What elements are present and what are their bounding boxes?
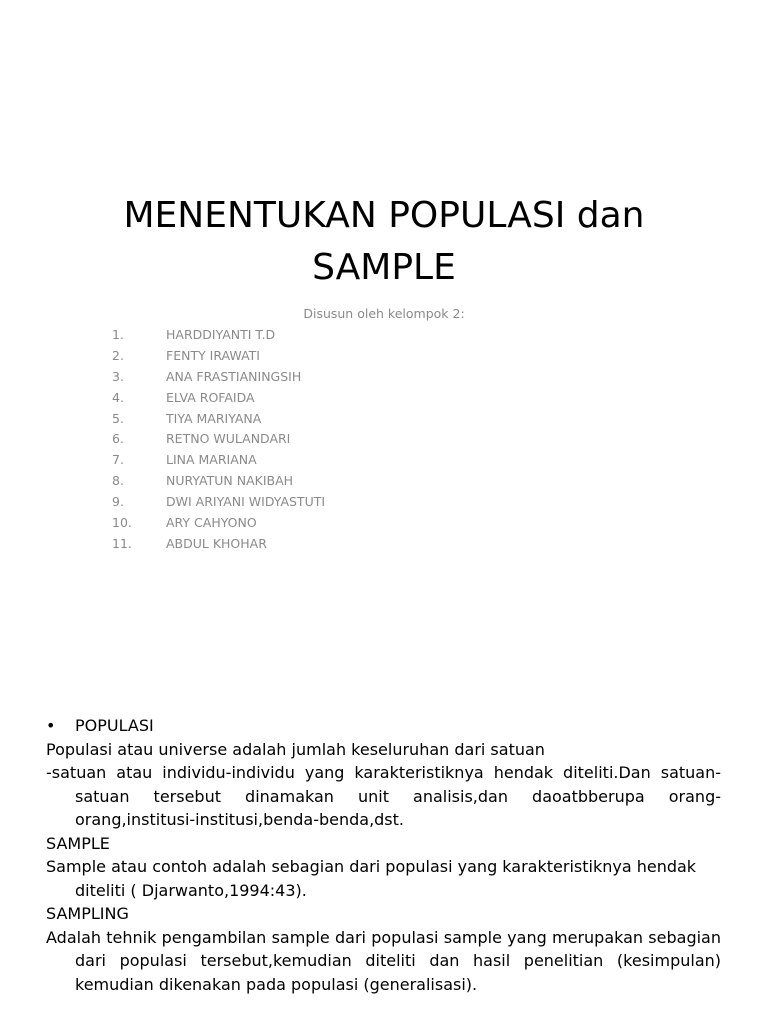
populasi-definition-line2: -satuan atau individu-individu yang karakteristiknya hendak diteliti.Dan satuan-satuan tersebut dinamakan unit analisis,dan daoatbberupa orang-orang,institusi-institusi,benda-benda,dst. <box>46 763 721 829</box>
member-name: ARY CAHYONO <box>166 515 257 531</box>
member-item <box>112 346 325 367</box>
member-number: 5. <box>112 410 124 426</box>
slide-subtitle: Disusun oleh kelompok 2: <box>303 306 465 321</box>
member-name: ELVA ROFAIDA <box>166 389 255 405</box>
member-item <box>112 388 325 409</box>
member-item <box>112 471 325 492</box>
member-name: TIYA MARIYANA <box>166 410 262 426</box>
slide-body <box>46 714 721 996</box>
slide-title: MENENTUKAN POPULASI dan SAMPLE <box>123 195 645 288</box>
member-name: LINA MARIANA <box>166 452 257 468</box>
member-item <box>112 492 325 513</box>
member-item <box>112 409 325 430</box>
member-name: RETNO WULANDARI <box>166 431 291 447</box>
member-name: ABDUL KHOHAR <box>166 535 267 551</box>
member-name: DWI ARIYANI WIDYASTUTI <box>166 494 326 510</box>
member-item <box>112 450 325 471</box>
member-number: 2. <box>112 347 124 363</box>
member-name: ANA FRASTIANINGSIH <box>166 368 302 384</box>
member-number: 6. <box>112 431 124 447</box>
member-number: 11. <box>112 535 132 551</box>
member-item <box>112 534 325 555</box>
sampling-heading: SAMPLING <box>46 904 129 923</box>
member-name: HARDDIYANTI T.D <box>166 327 276 342</box>
sample-definition: Sample atau contoh adalah sebagian dari populasi yang karakteristiknya hendak diteliti ( Djarwanto,1994:43). <box>46 857 697 900</box>
member-number: 7. <box>112 452 124 468</box>
populasi-heading-line <box>46 714 721 738</box>
member-name: NURYATUN NAKIBAH <box>166 473 294 489</box>
content-slide <box>0 690 768 1024</box>
member-number: 9. <box>112 494 124 510</box>
sampling-definition: Adalah tehnik pengambilan sample dari populasi sample yang merupakan sebagian dari populasi tersebut,kemudian diteliti dan hasil penelitian (kesimpulan) kemudian dikenakan pada populasi (generalisasi). <box>46 927 721 994</box>
member-number: 8. <box>112 473 124 489</box>
member-number: 4. <box>112 389 124 405</box>
populasi-heading: POPULASI <box>75 716 154 735</box>
member-item <box>112 367 325 388</box>
bullet-icon: • <box>46 716 56 735</box>
sample-heading: SAMPLE <box>46 833 110 853</box>
populasi-definition-line1: Populasi atau universe adalah jumlah keseluruhan dari satuan <box>46 739 545 759</box>
member-list <box>112 325 325 555</box>
member-number: 1. <box>112 327 124 342</box>
member-name: FENTY IRAWATI <box>166 347 260 363</box>
member-item <box>112 325 325 346</box>
member-number: 3. <box>112 368 124 384</box>
member-number: 10. <box>112 515 132 531</box>
member-item <box>112 513 325 534</box>
member-item <box>112 429 325 450</box>
